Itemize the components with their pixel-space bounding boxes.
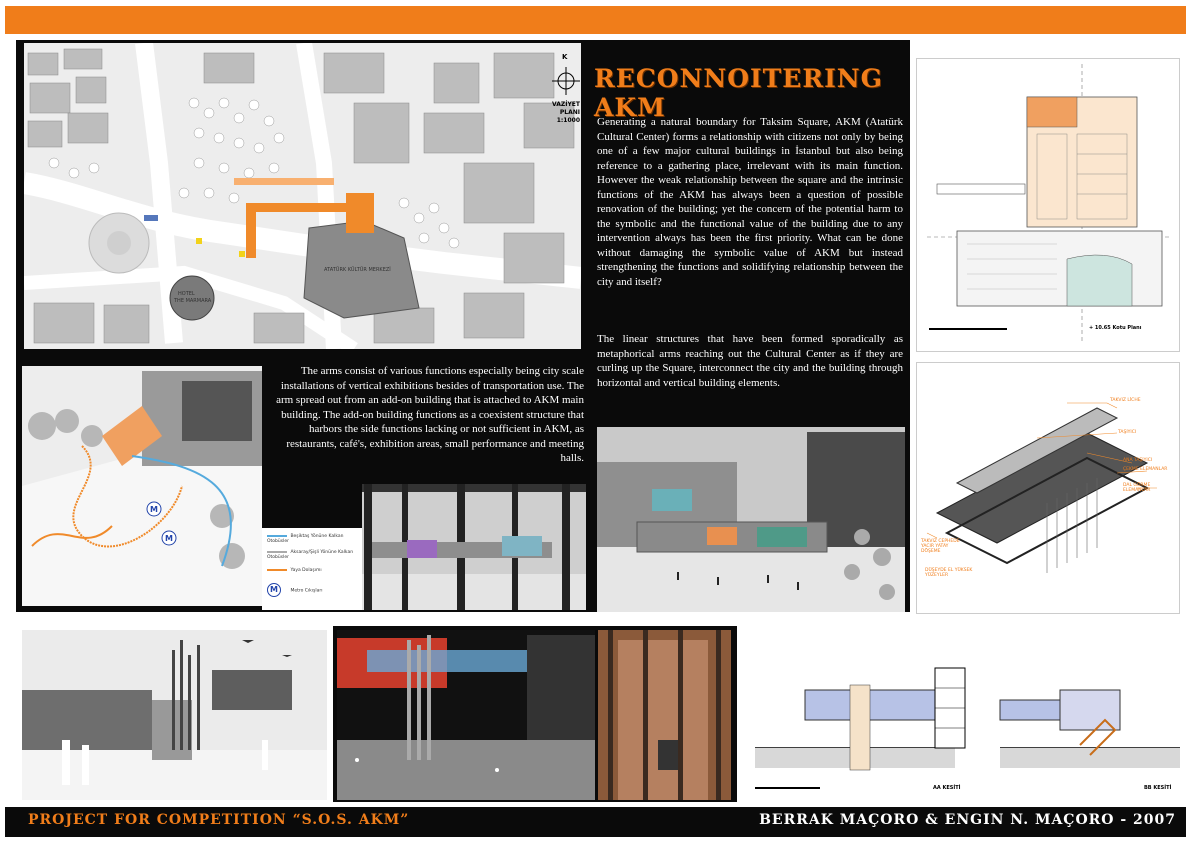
akm-building-label: ATATÜRK KÜLTÜR MERKEZİ [324,267,391,273]
north-label: K [562,53,568,61]
legend-item-besiktas [267,534,362,544]
header-bar [5,6,1186,34]
legend-item-label: Beşiktaş Yönüne Kalkan Otobüsler [267,534,344,544]
plan-title-line1: VAZİYET [552,101,580,108]
legend [262,528,362,610]
night-render [337,630,595,800]
metro-icon: M [267,583,281,597]
section-bb-label: BB KESİTİ [1144,785,1172,791]
daytime-render [22,630,327,800]
site-plan [24,43,581,349]
intro-title: RECONNOITERING AKM [594,64,884,122]
arrow-blue-icon [267,535,287,537]
floor-plan-label: + 10.65 Kotu Planı [1089,325,1142,331]
exploded-label-3: ÇEKME ELEMANLAR [1123,467,1168,472]
exploded-axonometric [916,362,1180,614]
exploded-label-6: DÜŞEYDE EL YÜKSEK YÜZEYLER [925,568,973,578]
intro-paragraph-2: The linear structures that have been formed sporadically as metaphorical arms reaching out the Cultural Center as if they are curling up the Square, interconnect the city and the building through horizontal and vertical building elements. [597,333,903,389]
legend-item-aksaray [267,550,362,560]
svg-text:M: M [150,505,158,514]
facade-render [598,630,731,800]
arrow-orange-icon [267,569,287,571]
plan-title-line2: PLANI [559,109,580,116]
aerial-render [22,366,262,606]
exploded-label-1: TAŞIYICI [1118,430,1137,435]
hotel-label-2: THE MARMARA [174,298,212,304]
legend-item-yaya [267,568,322,573]
exploded-label-4: DAL GÖRME ELEMANLAR [1123,483,1151,493]
plan-scale: 1:1000 [556,117,580,124]
arms-text: The arms consist of various functions especially being city scale installations of vertical exhibitions besides of transportation use. The arm spread out from an add-on building that is attached to AKM main building. The add-on building functions as a coexistent structure that harbors the side functions lacking or not sufficient in AKM, as restaurants, café's, exhibition areas, small performance and meeting halls. [276,365,584,464]
legend-item-label: Aksaray/Şişli Yönüne Kalkan Otobüsler [267,550,354,560]
legend-item-metro [267,583,323,597]
legend-item-label: Metro Cıkışları [290,588,323,594]
hotel-label-1: HOTEL [178,291,195,297]
square-render [597,427,905,612]
exploded-label-5: TAKVIZ CEPHEDE YACIR YATAY DÖŞEME [921,539,960,554]
exploded-label-0: TAKVIZ LİCHE [1110,398,1141,403]
floor-plan [916,58,1180,352]
interior-render [362,484,586,610]
plan-title [544,101,580,125]
legend-item-label: Yaya Dolaşımı [290,568,322,573]
arrow-white-icon [267,551,287,553]
intro-paragraph-1: Generating a natural boundary for Taksim Square, AKM (Atatürk Cultural Center) forms a relationship with citizens not only by being one of a few major cultural buildings in İstanbul but also being reference to a gathering place, irrelevant with its main function. However the weak relationship between the square and the intrinsic functions of the AKM has always been a question of possible renovation of the building; yet the concern of the potential harm to the symbolic and the functional value of the building due to any intervention always has been the first priority. What can be done without damaging the symbolic value of AKM but instead strengthening the functions and solidifying relationship between the city and itself? [597,116,903,288]
footer-project-title: PROJECT FOR COMPETITION “S.O.S. AKM” [28,812,410,828]
footer-authors: BERRAK MAÇORO & ENGIN N. MAÇORO - 2007 [759,812,1176,828]
section-aa-label: AA KESİTİ [933,785,961,791]
svg-text:M: M [165,534,173,543]
exploded-label-2: ANA TAŞIYICI [1123,458,1153,463]
sections-drawing [740,630,1186,800]
